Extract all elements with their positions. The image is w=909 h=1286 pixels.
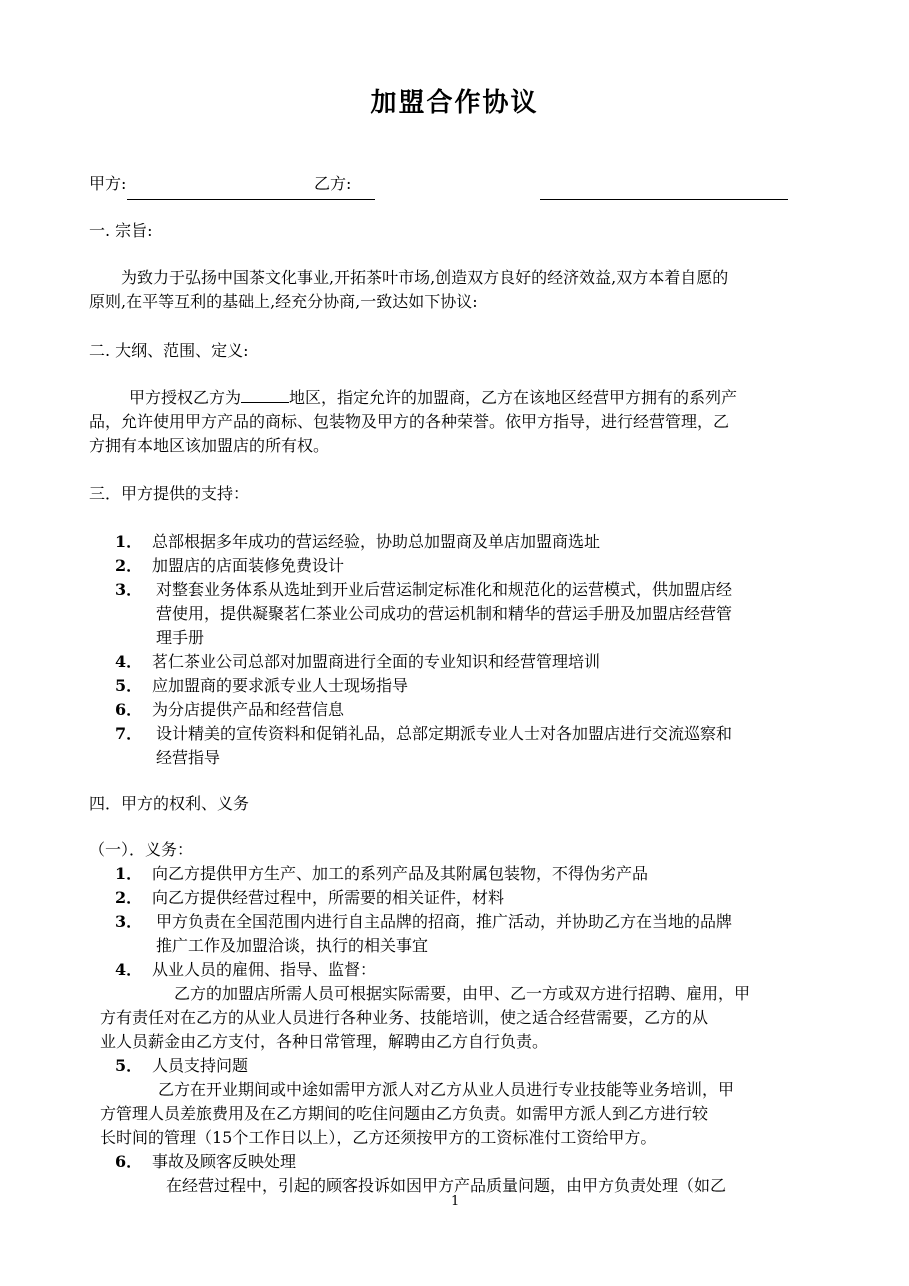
list-item-text: 在经营过程中，引起的顾客投诉如因甲方产品质量问题，由甲方负责处理（如乙 bbox=[166, 1176, 727, 1195]
list-item-text: 长时间的管理（15个工作日以上），乙方还须按甲方的工资标准付工资给甲方。 bbox=[100, 1128, 657, 1147]
list-item-number: 6． bbox=[115, 700, 143, 719]
list-item-text: 营使用，提供凝聚茗仁茶业公司成功的营运机制和精华的营运手册及加盟店经营管 bbox=[156, 604, 733, 623]
list-item-number: 7． bbox=[115, 724, 143, 743]
list-item-text: 茗仁茶业公司总部对加盟商进行全面的专业知识和经营管理培训 bbox=[152, 652, 601, 671]
list-item-number: 5． bbox=[115, 1056, 143, 1075]
list-item-text: 人员支持问题 bbox=[152, 1056, 249, 1075]
list-item-number: 6． bbox=[115, 1152, 143, 1171]
list-item-text: 对整套业务体系从选址到开业后营运制定标准化和规范化的运营模式，供加盟店经 bbox=[156, 580, 733, 599]
list-item-number: 1． bbox=[115, 532, 143, 551]
list-item-number: 2． bbox=[115, 556, 143, 575]
list-item-text: 事故及顾客反映处理 bbox=[152, 1152, 297, 1171]
list-item-text: 设计精美的宣传资料和促销礼品，总部定期派专业人士对各加盟店进行交流巡察和 bbox=[156, 724, 733, 743]
document-title: 加盟合作协议 bbox=[370, 88, 539, 118]
list-item-number: 1． bbox=[115, 864, 143, 883]
party-a-label: 甲方: bbox=[89, 174, 127, 193]
list-item-text: 加盟店的店面装修免费设计 bbox=[152, 556, 345, 575]
list-item-number: 4． bbox=[115, 960, 143, 979]
section-4-sub-heading: （一）．义务： bbox=[89, 840, 194, 859]
list-item-number: 4． bbox=[115, 652, 143, 671]
list-item-text: 经营指导 bbox=[156, 748, 221, 767]
section-2-text-pre: 甲方授权乙方为 bbox=[129, 388, 242, 407]
section-2-heading: 二. 大纲、范围、定义: bbox=[89, 341, 249, 360]
section-2-paragraph-line bbox=[129, 386, 737, 410]
list-item-text: 方管理人员差旅费用及在乙方期间的吃住问题由乙方负责。如需甲方派人到乙方进行较 bbox=[100, 1104, 709, 1123]
page-number: 1 bbox=[451, 1194, 460, 1209]
section-2-paragraph-line: 品，允许使用甲方产品的商标、包装物及甲方的各种荣誉。依甲方指导，进行经营管理，乙 bbox=[89, 412, 730, 431]
section-1-heading: 一. 宗旨: bbox=[89, 221, 153, 240]
list-item-text: 从业人员的雇佣、指导、监督： bbox=[152, 960, 377, 979]
list-item-number: 5． bbox=[115, 676, 143, 695]
list-item-text: 乙方的加盟店所需人员可根据实际需要，由甲、乙一方或双方进行招聘、雇用，甲 bbox=[174, 984, 751, 1003]
list-item-text: 总部根据多年成功的营运经验，协助总加盟商及单店加盟商选址 bbox=[152, 532, 601, 551]
section-4-heading: 四．甲方的权利、义务 bbox=[89, 794, 250, 813]
list-item-text: 应加盟商的要求派专业人士现场指导 bbox=[152, 676, 409, 695]
list-item-text: 业人员薪金由乙方支付，各种日常管理，解聘由乙方自行负责。 bbox=[100, 1032, 549, 1051]
section-2-text-post: 地区，指定允许的加盟商，乙方在该地区经营甲方拥有的系列产 bbox=[289, 388, 738, 407]
party-a-blank-line bbox=[127, 199, 375, 200]
party-b-label: 乙方: bbox=[314, 174, 352, 193]
list-item-text: 理手册 bbox=[156, 628, 205, 647]
list-item-text: 方有责任对在乙方的从业人员进行各种业务、技能培训，使之适合经营需要，乙方的从 bbox=[100, 1008, 709, 1027]
list-item-number: 2． bbox=[115, 888, 143, 907]
section-3-heading: 三．甲方提供的支持： bbox=[89, 484, 250, 503]
list-item-number: 3． bbox=[115, 912, 143, 931]
list-item-text: 向乙方提供甲方生产、加工的系列产品及其附属包装物，不得伪劣产品 bbox=[152, 864, 649, 883]
list-item-text: 推广工作及加盟洽谈，执行的相关事宜 bbox=[156, 936, 429, 955]
list-item-text: 甲方负责在全国范围内进行自主品牌的招商，推广活动，并协助乙方在当地的品牌 bbox=[156, 912, 733, 931]
list-item-text: 为分店提供产品和经营信息 bbox=[152, 700, 345, 719]
list-item-text: 向乙方提供经营过程中，所需要的相关证件，材料 bbox=[152, 888, 505, 907]
list-item-number: 3． bbox=[115, 580, 143, 599]
region-blank bbox=[241, 388, 289, 403]
section-1-paragraph-line: 原则,在平等互利的基础上,经充分协商,一致达如下协议: bbox=[89, 292, 478, 311]
section-1-paragraph-line: 为致力于弘扬中国茶文化事业,开拓茶叶市场,创造双方良好的经济效益,双方本着自愿的 bbox=[121, 268, 729, 287]
party-b-blank-line bbox=[540, 199, 788, 200]
list-item-text: 乙方在开业期间或中途如需甲方派人对乙方从业人员进行专业技能等业务培训，甲 bbox=[158, 1080, 735, 1099]
section-2-paragraph-line: 方拥有本地区该加盟店的所有权。 bbox=[89, 436, 330, 455]
